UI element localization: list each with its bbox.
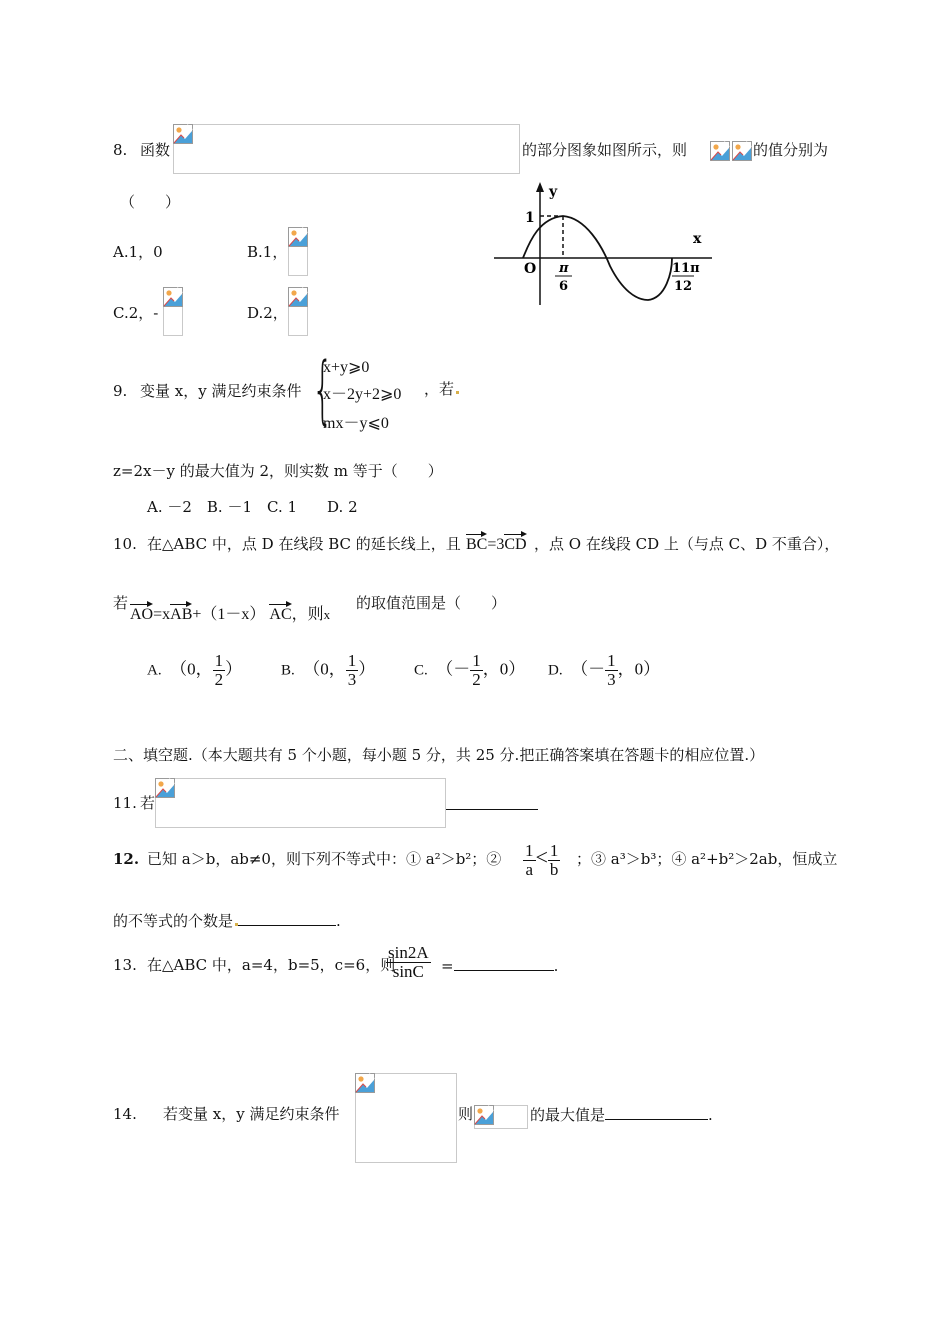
origin-label: O: [524, 261, 537, 277]
broken-image-icon: [710, 141, 730, 161]
q10-prefix: 在△ABC 中，点 D 在线段 BC 的延长线上，且: [147, 535, 461, 553]
q8-option-a: A.1，0: [113, 243, 163, 261]
sine-graph: [490, 180, 720, 310]
q8-prefix: 函数: [140, 141, 171, 159]
broken-image-icon: [288, 227, 308, 247]
q10-option-a: A. （0， $\frac{1}{2}$ ）: [147, 651, 243, 689]
q8-option-c: C.2，-: [113, 304, 159, 322]
image-placeholder-dot: [456, 391, 459, 394]
q9-constraint-3: mx－y⩽0: [323, 415, 389, 432]
q12-number: 12.: [113, 850, 140, 868]
vector-cd: CD: [504, 536, 527, 553]
y-label: y: [549, 184, 558, 200]
q13-number: 13.: [113, 956, 137, 974]
q8-option-d: D.2，: [247, 304, 288, 322]
section-2-heading: 二、填空题.（本大题共有 5 个小题，每小题 5 分，共 25 分.把正确答案填在答题卡的相应位置.）: [113, 746, 765, 764]
q9-prefix: 变量 x，y 满足约束条件: [140, 382, 302, 400]
q9-constraint-1: x+y⩾0: [323, 359, 370, 376]
tick-pi6-den: 6: [559, 279, 569, 294]
q8-number: 8.: [113, 141, 128, 159]
q8-suffix-2: 的值分别为: [753, 141, 829, 159]
q8-suffix: 的部分图象如图所示，则: [522, 141, 688, 159]
q10-number: 10.: [113, 535, 137, 553]
q11-answer-blank[interactable]: [446, 794, 538, 814]
q13-answer: = .: [441, 957, 559, 975]
broken-image-icon: [155, 778, 175, 798]
q14-suffix: 的最大值是 .: [530, 1106, 713, 1124]
q10-option-d: D. （－ $\frac{1}{3}$ ，0）: [548, 651, 661, 689]
q11-prefix: 若: [140, 794, 156, 812]
q10-option-c: C. （－ $\frac{1}{2}$ ，0）: [414, 651, 526, 689]
broken-image-icon: [355, 1073, 375, 1093]
q9-suffix: ，若: [424, 380, 459, 398]
vector-ac: AC: [269, 606, 292, 623]
q12-suffix: ；③ a³＞b³；④ a²+b²＞2ab，恒成立: [576, 850, 838, 868]
q9-options: A. －2 B. －1 C. 1 D. 2: [147, 498, 358, 516]
q10-suffix: ，点 O 在线段 CD 上（与点 C、D 不重合），: [534, 535, 840, 553]
q10-vector-expression: AO=xAB+（1－x） AC，则x: [130, 606, 331, 623]
broken-image-icon: [732, 141, 752, 161]
q10-line-2-suffix: 的取值范围是（ ）: [356, 594, 507, 612]
q9-constraint-2: x－2y+2⩾0: [323, 386, 402, 403]
q11-number: 11.: [113, 794, 137, 812]
q13-fraction: $\frac{\sin 2A}{\sin C}$: [388, 943, 429, 981]
q9-brace: {: [312, 347, 334, 433]
q12-prefix: 已知 a＞b，ab≠0，则下列不等式中：① a²＞b²；②: [147, 850, 502, 868]
broken-image-formula: [173, 124, 520, 174]
one-label: 1: [525, 210, 535, 226]
q12-line-2: 的不等式的个数是 .: [113, 912, 341, 930]
q13-prefix: 在△ABC 中，a=4，b=5，c=6，则: [147, 956, 396, 974]
q9-number: 9.: [113, 382, 128, 400]
tick-11pi12-num: 11π: [672, 261, 700, 276]
tick-11pi12-den: 12: [674, 279, 693, 294]
broken-image-icon: [474, 1105, 494, 1125]
q12-fraction-inequality: $\frac{1}{a}$ < $\frac{1}{b}$: [525, 841, 559, 879]
broken-image-icon: [163, 287, 183, 307]
q14-answer-blank[interactable]: [605, 1105, 708, 1120]
broken-image-icon: [173, 124, 193, 144]
q13-answer-blank[interactable]: [454, 956, 554, 971]
q14-number: 14.: [113, 1105, 137, 1123]
q10-vector-equation: BC=3CD: [466, 536, 527, 553]
broken-image-icon: [288, 287, 308, 307]
vector-ab: AB: [170, 606, 193, 623]
q12-answer-blank[interactable]: [238, 911, 336, 926]
x-label: x: [693, 231, 702, 247]
broken-image-formula: [155, 778, 446, 828]
q9-line-2: z=2x－y 的最大值为 2，则实数 m 等于（ ）: [113, 462, 443, 480]
q10-line-2: 若: [113, 594, 129, 612]
tick-pi6-num: π: [559, 261, 569, 276]
q10-option-b: B. （0， $\frac{1}{3}$ ）: [281, 651, 376, 689]
q14-then: 则: [458, 1105, 474, 1123]
q8-option-b: B.1，: [247, 243, 288, 261]
q8-answer-paren: （ ）: [120, 193, 181, 211]
vector-bc: BC: [466, 536, 488, 553]
vector-ao: AO: [130, 606, 154, 623]
q14-prefix: 若变量 x，y 满足约束条件: [163, 1105, 340, 1123]
